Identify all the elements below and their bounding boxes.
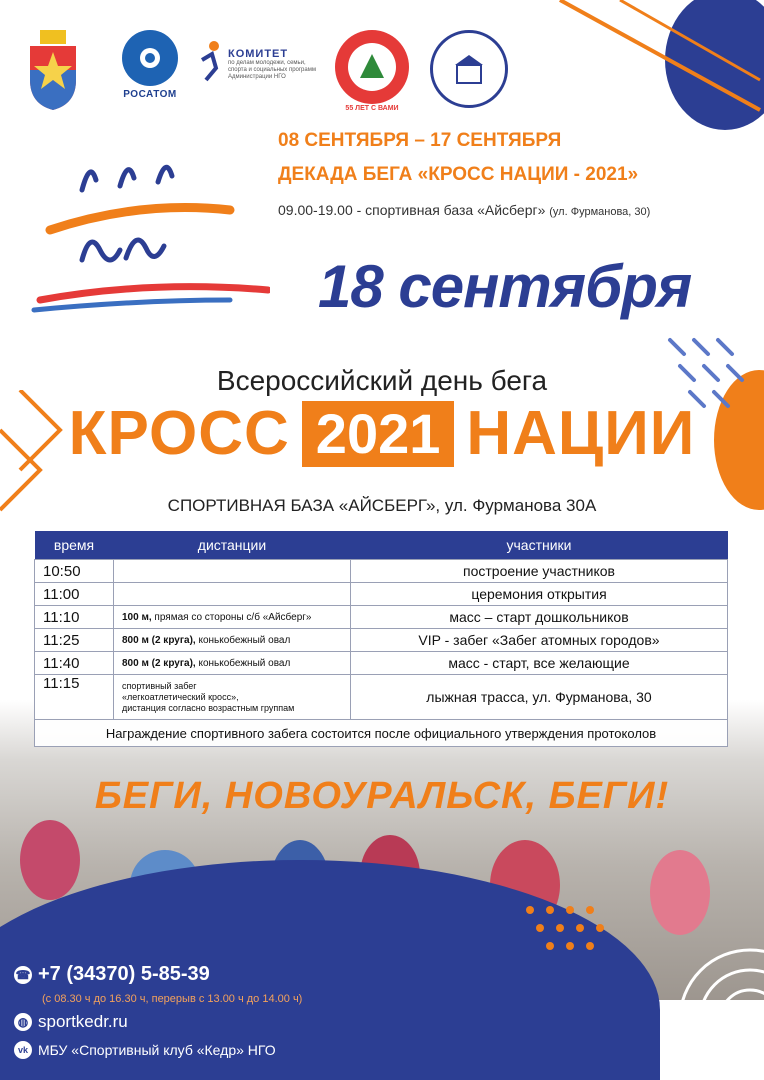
row-distance	[114, 629, 351, 652]
schedule-address: (ул. Фурманова, 30)	[549, 206, 651, 218]
distance-bold: 800 м (2 круга),	[122, 634, 196, 646]
committee-subtitle: по делам молодежи, семьи, спорта и социальных программ Администрации НГО	[228, 60, 316, 80]
slogan: БЕГИ, НОВОУРАЛЬСК, БЕГИ!	[94, 775, 670, 817]
schedule-table	[34, 531, 728, 747]
committee-title: КОМИТЕТ	[228, 48, 289, 60]
cross-word-left: КРОСС	[68, 399, 290, 468]
awards-note: Награждение спортивного забега состоится после официального утверждения протоколов	[35, 720, 728, 747]
table-row	[35, 583, 728, 606]
distance-bold: 800 м (2 круга),	[122, 657, 196, 669]
kedr-club-logo	[330, 30, 414, 112]
table-note-row	[35, 720, 728, 747]
table-row	[35, 675, 728, 720]
decor-orange-lines	[470, 0, 764, 140]
rosatom-icon	[122, 30, 178, 86]
rosatom-label: РОСАТОМ	[123, 89, 177, 100]
row-distance	[114, 652, 351, 675]
distance-line: «легкоатлетический кросс»,	[122, 691, 239, 702]
decor-orange-dots	[520, 900, 680, 990]
coat-of-arms-icon	[28, 30, 78, 115]
club-name: МБУ «Спортивный клуб «Кедр» НГО	[38, 1042, 276, 1058]
distance-detail: конькобежный овал	[198, 634, 291, 646]
committee-logo	[198, 40, 318, 89]
table-row	[35, 629, 728, 652]
distance-detail: прямая со стороны с/б «Айсберг»	[154, 611, 312, 623]
row-time: 11:25	[35, 629, 114, 652]
kedr-tree-icon	[348, 43, 396, 91]
site-link[interactable]: sportkedr.ru	[38, 1012, 128, 1031]
kedr-badge	[335, 30, 409, 104]
row-distance	[114, 606, 351, 629]
distance-line: дистанция согласно возрастным группам	[122, 702, 295, 713]
row-time: 11:10	[35, 606, 114, 629]
cross-title	[0, 398, 764, 469]
venue: СПОРТИВНАЯ БАЗА «АЙСБЕРГ», ул. Фурманова 30А	[167, 496, 597, 515]
rosatom-logo	[110, 30, 190, 100]
contact-club	[14, 1041, 276, 1059]
phone-icon: ☎	[15, 967, 31, 982]
schedule-line	[278, 202, 650, 218]
row-participants: VIP - забег «Забег атомных городов»	[351, 629, 728, 652]
globe-icon: ◍	[14, 1013, 32, 1031]
distance-bold: 100 м,	[122, 611, 152, 623]
row-participants: построение участников	[351, 560, 728, 583]
year-box: 2021	[302, 401, 455, 467]
contact-site	[14, 1012, 128, 1032]
row-distance	[114, 675, 351, 720]
row-participants: церемония открытия	[351, 583, 728, 606]
col-distance-header: дистанции	[114, 531, 351, 560]
contact-phone	[14, 963, 210, 986]
cross-word-right: НАЦИИ	[466, 399, 696, 468]
table-row	[35, 652, 728, 675]
row-participants: масс – старт дошкольников	[351, 606, 728, 629]
university-emblem-icon	[430, 30, 508, 108]
table-header-row	[35, 531, 728, 560]
allrussia-title: Всероссийский день бега	[216, 365, 548, 396]
distance-detail: конькобежный овал	[198, 657, 291, 669]
runner-icon	[198, 40, 224, 89]
row-distance	[114, 583, 351, 606]
vk-icon: vk	[14, 1041, 32, 1059]
contact-hours: (с 08.30 ч до 16.30 ч, перерыв с 13.00 ч до 14.00 ч)	[42, 993, 303, 1005]
phone-number: +7 (34370) 5-85-39	[38, 963, 210, 985]
row-time: 11:15	[35, 675, 114, 720]
distance-line: спортивный забег	[122, 680, 197, 691]
row-time: 11:40	[35, 652, 114, 675]
child-figure	[20, 820, 80, 900]
row-participants: масс - старт, все желающие	[351, 652, 728, 675]
event-decade: ДЕКАДА БЕГА «КРОСС НАЦИИ - 2021»	[278, 164, 639, 185]
row-time: 11:00	[35, 583, 114, 606]
col-participants-header: участники	[351, 531, 728, 560]
schedule-text: 09.00-19.00 - спортивная база «Айсберг»	[278, 202, 546, 218]
table-row	[35, 606, 728, 629]
row-participants: лыжная трасса, ул. Фурманова, 30	[351, 675, 728, 720]
col-time-header: время	[35, 531, 114, 560]
kedr-anniversary: 55 ЛЕТ С ВАМИ	[345, 105, 399, 112]
table-row	[35, 560, 728, 583]
cross-nations-emblem	[30, 150, 270, 320]
row-time: 10:50	[35, 560, 114, 583]
row-distance	[114, 560, 351, 583]
main-date: 18 сентября	[318, 253, 692, 320]
event-dates: 08 СЕНТЯБРЯ – 17 СЕНТЯБРЯ	[278, 130, 562, 151]
university-logo	[430, 30, 508, 108]
